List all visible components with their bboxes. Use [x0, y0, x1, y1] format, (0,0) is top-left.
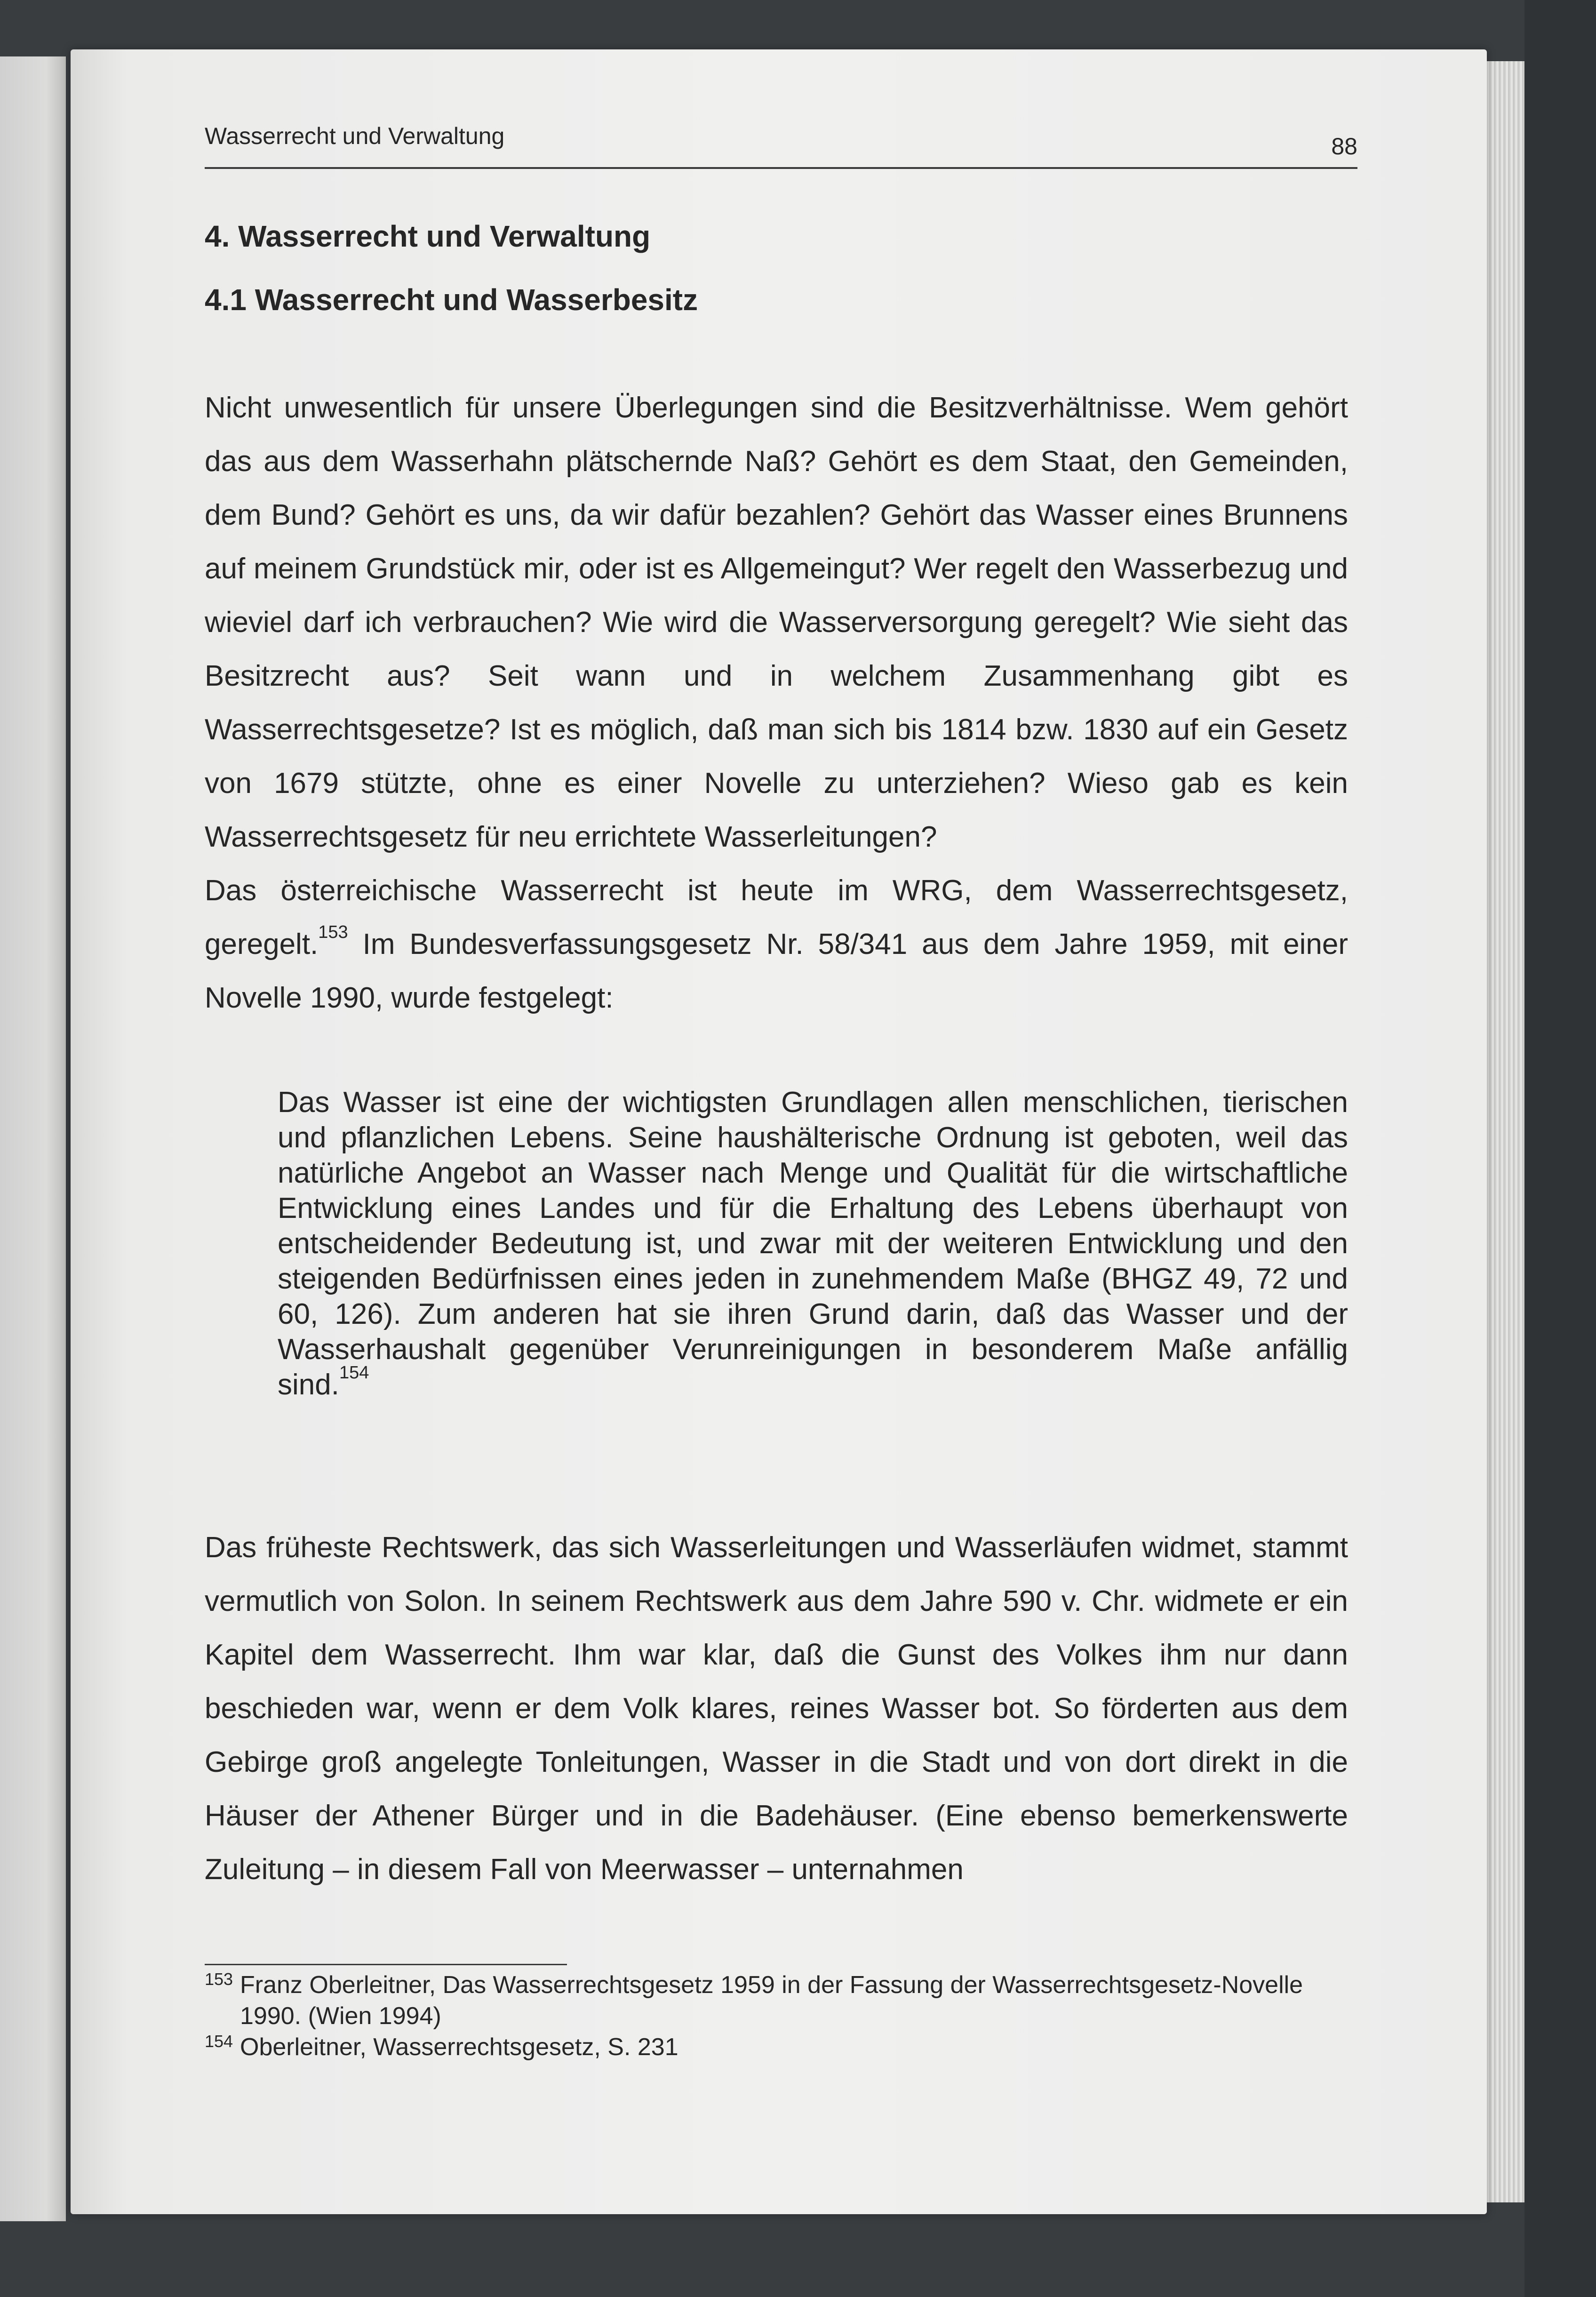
footnote-154 — [205, 2032, 1357, 2063]
paragraph-wrg-end: Im Bundesverfassungsgesetz Nr. 58/341 aus dem Jahre 1959, mit einer Novelle 1990, wurde festgelegt: — [205, 928, 1348, 1014]
section-heading: 4.1 Wasserrecht und Wasserbesitz — [205, 283, 698, 317]
footnote-ref-153: 153 — [318, 922, 348, 942]
scanner-background-right — [1524, 0, 1596, 2297]
running-header — [205, 122, 1357, 169]
page-stack-edges — [1482, 61, 1524, 2202]
paragraph-solon: Das früheste Rechtswerk, das sich Wasserleitungen und Wasserläufen widmet, stammt vermutlich von Solon. In seinem Rechtswerk aus dem Jahre 590 v. Chr. widmete er ein Kapitel dem Wasserrecht. Ihm war klar, daß die Gunst des Volkes ihm nur dann beschieden war, wenn er dem Volk klares, reines Wasser bot. So förderten aus dem Gebirge groß angelegte Tonleitungen, Wasser in die Stadt und von dort direkt in die Häuser der Athener Bürger und in die Badehäuser. (Eine ebenso bemerkenswerte Zuleitung – in diesem Fall von Meerwasser – unternahmen — [205, 1531, 1348, 1886]
running-title: Wasserrecht und Verwaltung — [205, 123, 505, 149]
paragraph-wrg-start: Das österreichische Wasserrecht ist heute im WRG, dem Wasserrechtsgesetz, geregelt. — [205, 874, 1348, 960]
footnote-mark: 153 — [205, 1969, 233, 1989]
book-page — [71, 49, 1487, 2214]
footnote-separator — [205, 1964, 567, 1965]
chapter-heading: 4. Wasserrecht und Verwaltung — [205, 219, 651, 253]
paragraph-wrg — [205, 864, 1348, 1025]
page-content — [71, 49, 1487, 2214]
footnote-mark: 154 — [205, 2032, 233, 2051]
footnote-ref-154: 154 — [339, 1362, 369, 1383]
footnotes — [205, 1969, 1357, 2063]
block-quote-text: Das Wasser ist eine der wichtigsten Grundlagen allen menschlichen, tierischen und pflanzlichen Lebens. Seine haushälterische Ordnung ist geboten, weil das natürliche Angebot an Wasser nach Menge und Qualität für die wirtschaftliche Entwicklung eines Landes und für die Erhaltung des Lebens überhaupt von entscheidender Bedeutung ist, und zwar mit der weiteren Entwicklung und den steigenden Bedürfnissen eines jeden in zunehmendem Maße (BHGZ 49, 72 und 60, 126). Zum anderen hat sie ihren Grund darin, daß das Wasser und der Wasserhaushalt gegenüber Verunreinigungen in besonderem Maße anfällig sind. — [278, 1086, 1348, 1401]
block-quote — [278, 1085, 1348, 1402]
footnote-text: Oberleitner, Wasserrechtsgesetz, S. 231 — [240, 2033, 678, 2061]
body-text-top — [205, 381, 1348, 1025]
page-number: 88 — [1331, 133, 1357, 160]
paragraph-questions: Nicht unwesentlich für unsere Überlegungen sind die Besitzverhältnisse. Wem gehört das aus dem Wasserhahn plätschernde Naß? Gehört es dem Staat, den Gemeinden, dem Bund? Gehört es uns, da wir dafür bezahlen? Gehört das Wasser eines Brunnens auf meinem Grundstück mir, oder ist es Allgemeingut? Wer regelt den Wasserbezug und wieviel darf ich verbrauchen? Wie wird die Wasserversorgung geregelt? Wie sieht das Besitzrecht aus? Seit wann und in welchem Zusammenhang gibt es Wasserrechtsgesetze? Ist es möglich, daß man sich bis 1814 bzw. 1830 auf ein Gesetz von 1679 stützte, ohne es einer Novelle zu unterziehen? Wieso gab es kein Wasserrechtsgesetz für neu errichtete Wasserleitungen? — [205, 392, 1348, 853]
body-text-bottom — [205, 1492, 1348, 1926]
previous-page-edge — [0, 56, 66, 2221]
footnote-153 — [205, 1969, 1357, 2032]
footnote-text: Franz Oberleitner, Das Wasserrechtsgesetz 1959 in der Fassung der Wasserrechtsgesetz-Novelle 1990. (Wien 1994) — [240, 1971, 1303, 2030]
